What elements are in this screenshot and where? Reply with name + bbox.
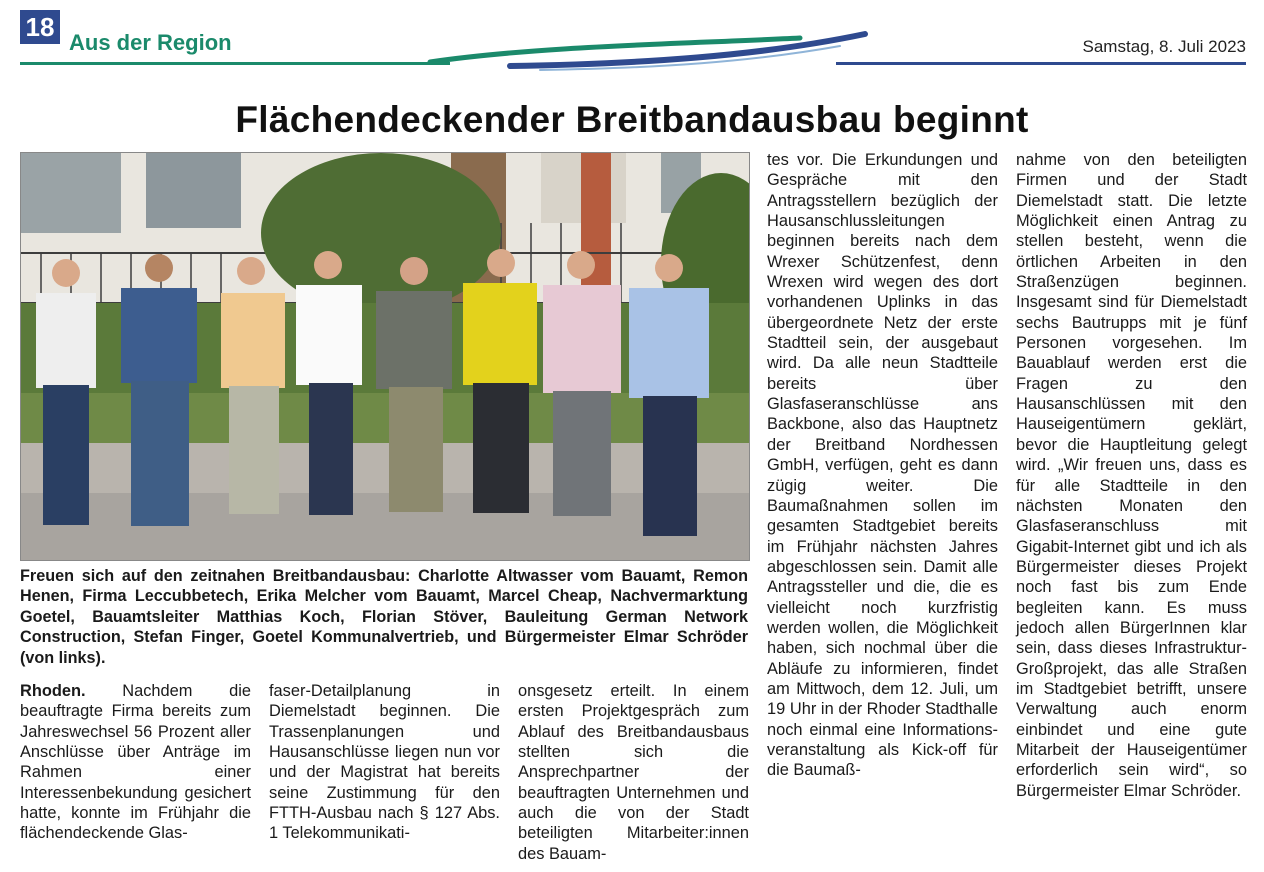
article-text-3: onsgesetz erteilt. In einem ersten Projektgespräch zum Ablauf des Breitbandausbaus stellten sich die Ansprechpartner der beauftragten Unternehmen und auch die von der Stadt beteiligten Mitarbeiter:innen des Bauam-	[518, 682, 749, 863]
photo-caption: Freuen sich auf den zeitnahen Breitbandausbau: Charlotte Altwasser vom Bauamt, Remon Henen, Firma Leccubbetech, Erika Melcher vom Bauamt, Marcel Cheap, Nachvermarktung Goetel, Bauamtsleiter Matthias Koch, Florian Stöver, Bauleitung German Network Construction, Stefan Finger, Goetel Kommunalvertrieb, und Bürgermeister Elmar Schröder (von links).	[20, 567, 748, 667]
dateline: Rhoden.	[20, 682, 86, 700]
article-text-2: faser-Detailplanung in Diemelstadt beginnen. Die Trassenplanungen und Hausanschlüsse liegen nun vor und der Magistrat hat bereits seine Zustimmung für den FTTH-Ausbau nach § 127 Abs. 1 Telekommunikati-	[269, 682, 500, 843]
section-title: Aus der Region	[69, 30, 232, 55]
article-text-5: nahme von den beteiligten Firmen und der Stadt Diemelstadt statt. Die letzte Möglichkeit einen Antrag zu stellen besteht, wenn die örtlichen Arbeiten in den Straßenzügen beginnen. Insgesamt sind für Diemelstadt sechs Bautrupps mit je fünf Personen vorgesehen. Im Bauablauf werden erst die Fragen zu den Hausanschlüssen mit den Hauseigentümern geklärt, bevor die Hauptleitung gelegt wird. „Wir freuen uns, dass es für alle Stadtteile in den nächsten Monaten den Glasfaseranschluss mit Gigabit-Internet gibt und ich als Bürgermeister dieses Projekt noch fast bis zum Ende begleiten kann. Es muss jedoch allen BürgerInnen klar sein, dass dieses Infrastruktur-Großprojekt, das alle Straßen im Stadtgebiet betrifft, unsere Verwaltung auch enorm einbindet und eine gute Mitarbeit der Hauseigentümer erforderlich sein wird“, so Bürgermeister Elmar Schröder.	[1016, 151, 1247, 800]
headline: Flächendeckender Breitbandausbau beginnt	[235, 99, 1029, 140]
article-column-2	[269, 681, 500, 844]
header-swoosh	[420, 26, 880, 76]
page-number: 18	[20, 10, 60, 44]
group-photo	[20, 152, 750, 561]
article-column-5	[1016, 150, 1247, 801]
article-text-4: tes vor. Die Erkundungen und Gespräche mit den Antragsstellern bezüglich der Hausanschlussleitungen beginnen bereits nach dem Wrexer Schützenfest, denn Wrexen wird wegen des dort vorhandenen Uplinks in das übergeordnete Netz der erste Stadtteil sein, der ausgebaut wird. Da alle neun Stadtteile bereits über Glasfaseranschlüsse ans Backbone, also das Hauptnetz der Breitband Nordhessen GmbH, verfügen, geht es dann zügig weiter. Die Baumaßnahmen sollen im gesamten Stadtgebiet bereits im Frühjahr nächsten Jahres abgeschlossen sein. Damit alle Antragssteller und die, die es vielleicht noch kurzfristig werden wollen, die Möglichkeit haben, sich nochmal über die Abläufe zu informieren, findet am Mittwoch, dem 12. Juli, um 19 Uhr in der Rhoder Stadthalle noch einmal eine Informations-veranstaltung als Kick-off für die Baumaß-	[767, 151, 998, 780]
article-column-3	[518, 681, 749, 864]
issue-date: Samstag, 8. Juli 2023	[1082, 37, 1246, 56]
article-text-1: Nachdem die beauftragte Firma bereits zum Jahreswechsel 56 Prozent aller Anschlüsse über Anträge im Rahmen einer Interessenbekundung gesichert hatte, konnte im Frühjahr die flächendeckende Glas-	[20, 682, 251, 843]
article-column-4	[767, 150, 998, 781]
header-rule-left	[20, 62, 450, 65]
article-column-1	[20, 681, 251, 844]
header-rule-right	[836, 62, 1246, 65]
